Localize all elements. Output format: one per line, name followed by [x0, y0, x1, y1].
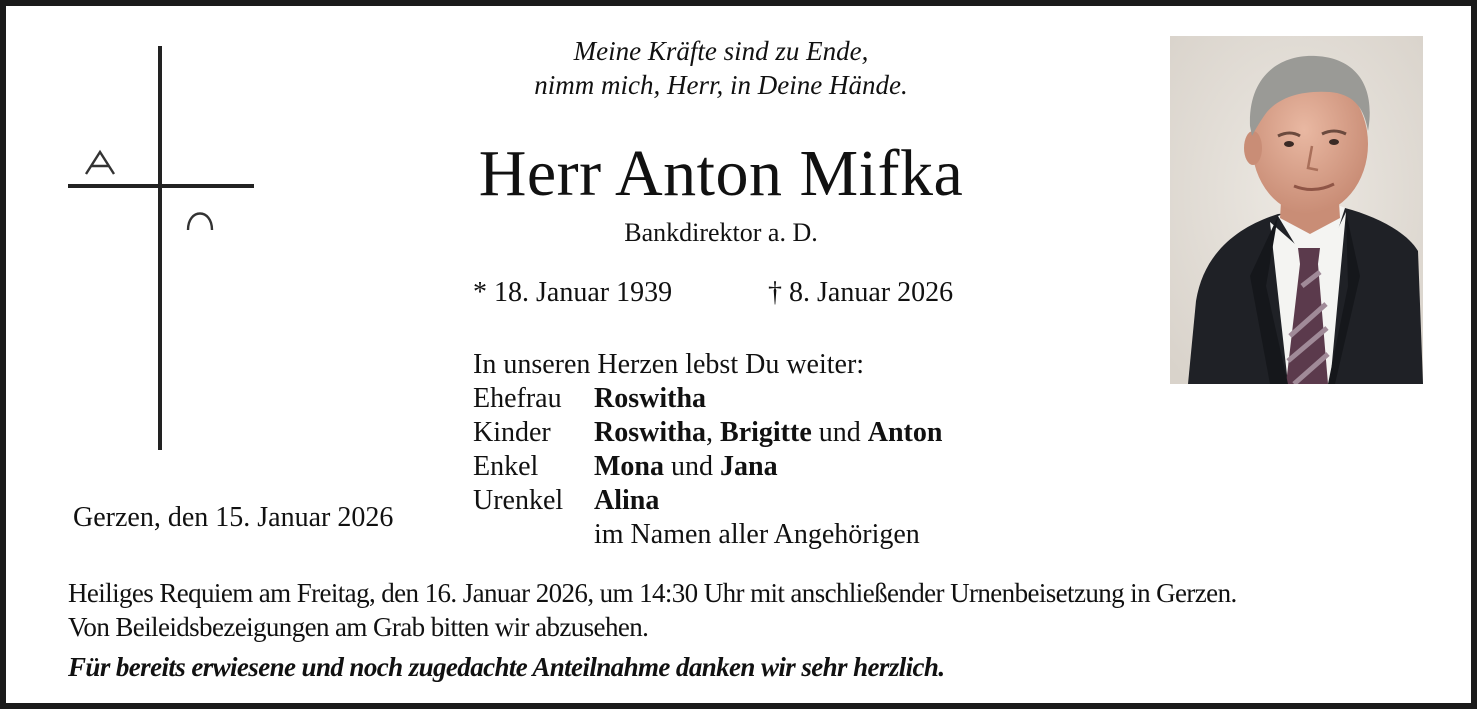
requiem-info: Heiliges Requiem am Freitag, den 16. Januar 2026, um 14:30 Uhr mit anschließender Urnenbeisetzung in Gerzen.: [68, 578, 1237, 608]
family-label: Enkel: [473, 451, 539, 482]
quote-line-2: nimm mich, Herr, in Deine Hände.: [534, 70, 908, 100]
deceased-title: Bankdirektor a. D.: [624, 218, 818, 247]
family-closing: im Namen aller Angehörigen: [594, 519, 920, 550]
place-date: Gerzen, den 15. Januar 2026: [73, 502, 394, 533]
birth-date: * 18. Januar 1939: [473, 277, 673, 308]
family-value: [594, 485, 659, 517]
family-label: Ehefrau: [473, 383, 562, 414]
family-label: Urenkel: [473, 485, 564, 516]
family-member-name: Anton: [867, 417, 943, 448]
family-value: [594, 451, 778, 483]
family-member-name: Brigitte: [720, 417, 812, 448]
family-member-name: Mona: [594, 451, 664, 482]
family-connector: und: [664, 451, 720, 482]
family-value: [594, 383, 706, 415]
family-connector: ,: [706, 417, 721, 448]
quote-line-1: Meine Kräfte sind zu Ende,: [573, 36, 869, 66]
memorial-quote: [421, 34, 1021, 102]
thanks-line: Für bereits erwiesene und noch zugedachte Anteilnahme danken wir sehr herzlich.: [68, 652, 945, 682]
condolence-note: Von Beileidsbezeigungen am Grab bitten wir abzusehen.: [68, 612, 649, 642]
family-connector: und: [811, 417, 868, 448]
deceased-name: Herr Anton Mifka: [478, 137, 964, 210]
family-member-name: Alina: [594, 485, 660, 516]
family-member-name: Jana: [720, 451, 778, 482]
alpha-omega-cross-icon: [64, 42, 264, 457]
family-value: [594, 417, 942, 449]
family-label: Kinder: [473, 417, 551, 448]
family-member-name: Roswitha: [594, 417, 707, 448]
portrait-photo: [1170, 36, 1423, 384]
family-member-name: Roswitha: [594, 383, 707, 414]
death-date: † 8. Januar 2026: [768, 277, 954, 308]
family-intro: In unseren Herzen lebst Du weiter:: [473, 349, 865, 380]
